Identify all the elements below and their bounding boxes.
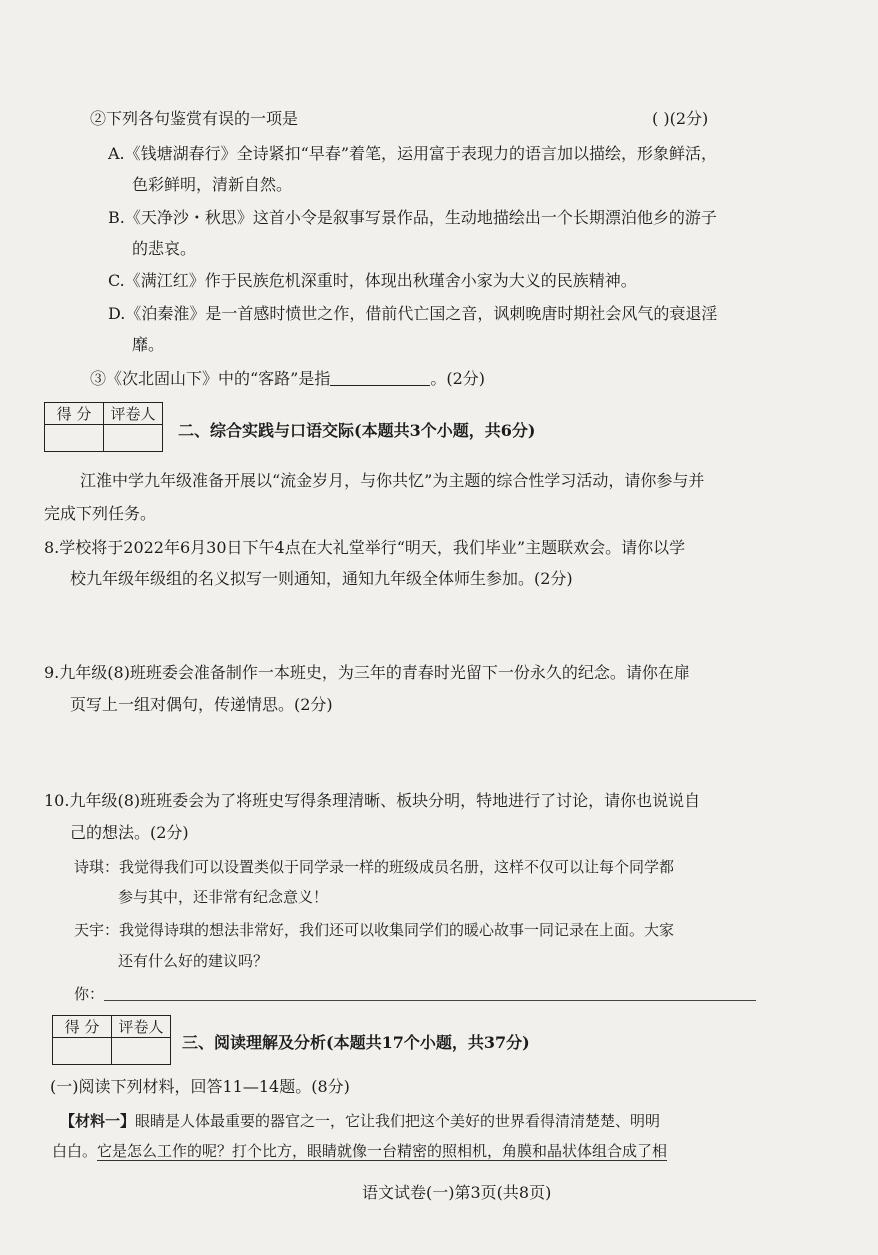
part1-instructions: (一)阅读下列材料，回答11—14题。(8分) <box>50 1077 350 1096</box>
material1-label: 【材料一】 <box>60 1112 136 1130</box>
section2-score-box <box>44 402 163 452</box>
option-d-line2: 靡。 <box>132 335 165 354</box>
q7-part2-score: ( )(2分) <box>652 109 709 128</box>
shiqi-line1: 诗琪：我觉得我们可以设置类似于同学录一样的班级成员名册，这样不仅可以让每个同学都 <box>74 858 675 876</box>
q9-line2: 页写上一组对偶句，传递情思。(2分) <box>70 695 333 714</box>
you-label: 你： <box>74 985 105 1003</box>
q7-part2-stem: ②下列各句鉴赏有误的一项是 <box>90 109 299 128</box>
material1-line2 <box>52 1140 667 1162</box>
section2-title: 二、综合实践与口语交际(本题共3个小题，共6分) <box>178 421 536 440</box>
option-c-line1: C.《满江红》作于民族危机深重时，体现出秋瑾舍小家为大义的民族精神。 <box>108 271 637 290</box>
page-footer: 语文试卷(一)第3页(共8页) <box>362 1183 552 1202</box>
q7-part3-before: ③《次北固山下》中的“客路”是指 <box>90 369 331 388</box>
grader-header: 评卷人 <box>112 1016 171 1038</box>
material1-line1 <box>60 1110 660 1132</box>
section2-intro-line2: 完成下列任务。 <box>44 504 157 523</box>
material1-underlined-text: 它是怎么工作的呢？打个比方，眼睛就像一台精密的照相机，角膜和晶状体组合成了相 <box>97 1142 668 1160</box>
option-a-line1: A.《钱塘湖春行》全诗紧扣“早春”着笔，运用富于表现力的语言加以描绘，形象鲜活， <box>108 144 718 163</box>
option-d-line1: D.《泊秦淮》是一首感时愤世之作，借前代亡国之音，讽刺晚唐时期社会风气的衰退淫 <box>108 304 718 323</box>
section3-title: 三、阅读理解及分析(本题共17个小题，共37分) <box>182 1033 530 1052</box>
grader-header: 评卷人 <box>104 403 163 425</box>
q9-line1: 9.九年级(8)班班委会准备制作一本班史，为三年的青春时光留下一份永久的纪念。请你在扉 <box>44 663 690 682</box>
option-a-line2: 色彩鲜明，清新自然。 <box>132 175 293 194</box>
grader-cell[interactable] <box>112 1038 171 1065</box>
q8-line1: 8.学校将于2022年6月30日下午4点在大礼堂举行“明天，我们毕业”主题联欢会。请你以学 <box>44 538 686 557</box>
tianyu-line2: 还有什么好的建议吗？ <box>118 952 269 970</box>
material1-text2a: 白白。 <box>52 1142 98 1160</box>
score-header: 得 分 <box>45 403 104 425</box>
section3-score-box <box>52 1015 171 1065</box>
tianyu-line1: 天宇：我觉得诗琪的想法非常好，我们还可以收集同学们的暖心故事一同记录在上面。大家 <box>74 921 675 939</box>
q10-line1: 10.九年级(8)班班委会为了将班史写得条理清晰、板块分明，特地进行了讨论，请你也说说自 <box>44 791 701 810</box>
score-cell[interactable] <box>45 425 104 452</box>
you-answer-line[interactable] <box>104 1000 756 1001</box>
q8-line2: 校九年级年级组的名义拟写一则通知，通知九年级全体师生参加。(2分) <box>70 569 573 588</box>
score-cell[interactable] <box>53 1038 112 1065</box>
score-header: 得 分 <box>53 1016 112 1038</box>
q10-line2: 己的想法。(2分) <box>70 823 189 842</box>
material1-text1: 眼睛是人体最重要的器官之一，它让我们把这个美好的世界看得清清楚楚、明明 <box>135 1112 661 1130</box>
option-b-line1: B.《天净沙・秋思》这首小令是叙事写景作品，生动地描绘出一个长期漂泊他乡的游子 <box>108 208 717 227</box>
q7-part3-after: 。(2分) <box>430 369 486 388</box>
q7-part3-answer-blank[interactable] <box>330 369 430 386</box>
q7-part3 <box>90 368 485 390</box>
shiqi-line2: 参与其中，还非常有纪念意义！ <box>118 888 329 906</box>
section2-intro-line1: 江淮中学九年级准备开展以“流金岁月，与你共忆”为主题的综合性学习活动，请你参与并 <box>80 471 705 490</box>
option-b-line2: 的悲哀。 <box>132 239 197 258</box>
grader-cell[interactable] <box>104 425 163 452</box>
